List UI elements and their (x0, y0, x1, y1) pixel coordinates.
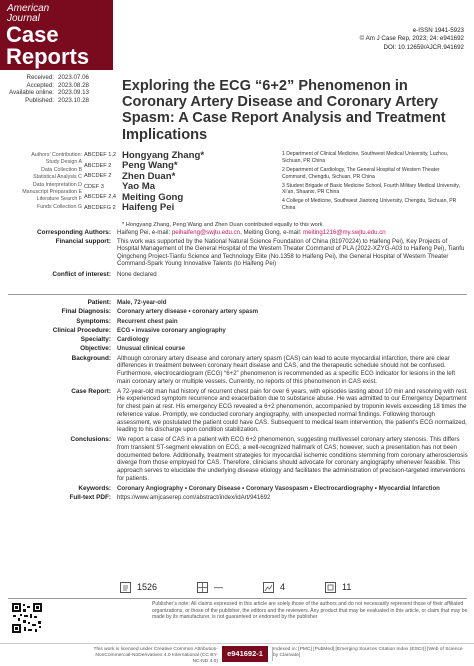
author-contrib: CDEF 3 (84, 183, 104, 190)
author-contrib: ABCDEF 2 (84, 162, 112, 169)
date-row (8, 89, 118, 97)
keywords-label: Keywords: (78, 484, 111, 492)
date-label: Published: (25, 97, 54, 105)
affiliation: 1 Department of Clinical Medicine, Southwest Medical University, Luzhou, Sichuan, PR China (282, 151, 449, 164)
affiliations (282, 151, 464, 214)
date-row (8, 97, 118, 105)
author-row (84, 192, 274, 203)
date-value: 2023.08.28 (58, 81, 89, 89)
objective-row (0, 345, 470, 353)
stat-references (325, 582, 351, 593)
patient-value: Male, 72-year-old (117, 299, 167, 306)
author-contrib: ABCDEF 2,4 (84, 194, 117, 201)
stat-tables (197, 582, 223, 593)
final-diagnosis-value: Coronary artery disease • coronary artery spasm (117, 308, 259, 316)
affiliation: 2 Department of Cardiology, The General Hospital of Western Theater Command, Chengdu, Sichuan, PR China (282, 166, 440, 180)
author-row (84, 182, 274, 193)
background-text: Although coronary artery disease and coronary artery spasm (CAS) can lead to acute myocardial infarction, there are clear differences in treatment between coronary heart disease and CAS, and the therapeutic schedule should not be confused. Furthermore, electrocardiogram (ECG) “6+2” phenomenon is recommended as a specific ECG indicator for lesions in the left main coronary artery or multiple vessels. Currently, no reports of this phenomenon in CAS exist. (117, 354, 456, 385)
article-dates (8, 74, 118, 105)
author-row (84, 150, 274, 161)
document-icon (120, 582, 131, 593)
legend-item: Authors’ Contribution: (31, 152, 82, 158)
reference-count: 11 (342, 582, 352, 592)
conflict-label: Conflict of interest: (52, 270, 111, 278)
date-label: Received: (26, 74, 54, 81)
symptoms-label: Symptoms: (76, 317, 111, 325)
case-report-row (0, 388, 470, 435)
legend-item: Statistical Analysis C (33, 174, 82, 181)
objective-label: Objective: (80, 345, 111, 353)
date-value: 2023.07.06 (58, 74, 89, 81)
affiliation: 3 Student Brigade of Basic Medicine School, Fourth Military Medical University, Xi’an, Shaanxi, PR China (282, 182, 460, 196)
corresponding-value (117, 229, 470, 237)
corresponding-label: Corresponding Authors: (37, 229, 111, 236)
legend-item: Manuscript Preparation E (22, 189, 82, 196)
word-count: 1526 (137, 582, 158, 592)
final-diagnosis-label: Final Diagnosis: (61, 308, 111, 316)
author-name: Haifeng Pei (122, 202, 175, 214)
doi: DOI: 10.12659/AJCR.941692 (383, 43, 464, 51)
conclusions-text: We report a case of CAS in a patient with ECG 6+2 phenomenon, suggesting multivessel coronary artery stenosis. This differs from transient ST-segment elevation on ECG, a well-recognized hallmark of CAS; however, such a presentation has not been documented before. Additionally, treatment strategies for myocardial ischemic conditions stemming from coronary atherosclerosis diverge from those employed for CAS. Therefore, clinicians should advocate for coronary angiography whenever feasible. This approach serves to elucidate the underlying disease etiology and facilitates the administration of precision-targeted interventions for patients. (117, 436, 468, 482)
keywords-row (0, 485, 470, 493)
journal-logo (0, 0, 113, 70)
corresponding-middle: , Meiting Gong, e-mail: (240, 229, 304, 236)
logo-line-2: Journal (7, 13, 40, 24)
legend-item: Study Design A (45, 159, 82, 166)
eissn: e-ISSN 1941-5923 (412, 27, 464, 34)
specialty-row (0, 336, 470, 344)
financial-row (0, 238, 470, 268)
article-stats (120, 576, 460, 598)
email-link-1[interactable]: peihaifeng@swjtu.edu.cn (171, 229, 241, 236)
license-text: This work is licensed under Creative Common Attribution-NonCommercial-NoDerivatives 4.0 International (CC BY-NC-ND 4.0) (93, 647, 218, 665)
specialty-value: Cardiology (117, 336, 149, 344)
citation: © Am J Case Rep, 2023; 24: e941692 (359, 35, 464, 43)
financial-label: Financial support: (55, 237, 111, 245)
author-row (84, 203, 274, 214)
date-label: Accepted: (26, 81, 54, 89)
table-icon (197, 582, 208, 593)
specialty-label: Specialty: (80, 336, 111, 344)
case-report-text: A 72-year-old man had history of recurrent chest pain for over 6 years, with episodes lasting about 10 min and resolving with rest. He experienced symptom recurrence and exacerbation due to substance abuse. He was admitted to our Emergency Department for chest pain at rest. His emergency ECG revealed a 6+2 phenomenon, accompanied by troponin levels exceeding 18 times the reference value. Promptly, we conducted coronary angiography, with unexpected normal findings. Following thorough assessment, we postulated the patient could have CAS. Subsequent to medical team intervention, the patient’s ECG normalized, leading to his discharge upon condition stabilization. (117, 387, 468, 434)
keywords-value: Coronary Angiography • Coronary Disease • Coronary Vasospasm • Electrocardiography • Myocardial Infarction (117, 484, 440, 492)
article-identifiers (360, 27, 464, 52)
final-diagnosis-row (0, 308, 470, 316)
contributions-legend (8, 152, 82, 211)
date-value: 2023.10.28 (58, 97, 89, 105)
table-count: — (214, 582, 224, 592)
legend-item: Data Interpretation D (32, 181, 82, 188)
background-label: Background: (71, 354, 111, 362)
date-label: Available online: (9, 89, 54, 97)
clinical-procedure-row (0, 327, 470, 335)
fulltext-link[interactable]: https://www.amjcaserep.com/abstract/index/idArt/941692 (117, 493, 271, 501)
clinical-procedure-value: ECG • invasive coronary angiography (117, 326, 226, 334)
fulltext-label: Full-text PDF: (69, 493, 111, 501)
symptoms-value: Recurrent chest pain (117, 317, 178, 325)
clinical-procedure-label: Clinical Procedure: (52, 326, 111, 334)
author-contrib: ABCDEF 2 (84, 173, 112, 180)
conflict-row (0, 271, 470, 279)
conflict-text: None declared (117, 270, 157, 278)
author-name: Yao Ma (122, 181, 156, 193)
corresponding-row (0, 229, 470, 237)
logo-line-3: Case (6, 22, 59, 47)
logo-line-1: American (7, 3, 50, 14)
author-contrib: ABCDEF 1,2 (84, 152, 117, 159)
references-icon (325, 582, 336, 593)
date-row (8, 74, 118, 82)
date-value: 2023.09.13 (58, 89, 89, 97)
logo-line-4: Reports (6, 44, 90, 69)
page-number: e941692-1 (222, 646, 268, 662)
figure-icon (263, 582, 274, 593)
author-row (84, 161, 274, 172)
figure-count: 4 (280, 582, 286, 592)
author-name: Peng Wang* (122, 160, 178, 172)
article-title: Exploring the ECG “6+2” Phenomenon in Coronary Artery Disease and Coronary Artery Spasm: A Case Report Analysis and Treatment Implications (122, 78, 446, 143)
case-report-label: Case Report: (71, 387, 111, 395)
author-name: Hongyang Zhang* (122, 149, 205, 161)
symptoms-row (0, 318, 470, 326)
financial-text: This work was supported by the National Natural Science Foundation of China (81970224) to Haifeng Pei), Key Projects of Hospital Management of the General Hospital of the Western Theater Command of PLA (2022-XZYG-A03 to Haifeng Pei), Tianfu Qingcheng Project-Tianfu Science and Technology Elite (No.1358 to Haifeng Pei), the General Hospital of Western Theater Command-Spark Young Innovative Talents (to Haifeng Pei) (117, 237, 465, 268)
case-summary (0, 299, 470, 503)
author-row (84, 171, 274, 182)
conclusions-label: Conclusions: (70, 436, 111, 444)
patient-label: Patient: (87, 299, 111, 306)
author-contrib: ABCDEFG 2 (84, 204, 116, 211)
email-link-2[interactable]: meiting1216@my.swjtu.edu.cn (303, 229, 386, 236)
corresponding-prefix: Haifeng Pei, e-mail: (117, 229, 172, 236)
legend-item: Data Collection B (41, 166, 82, 173)
conclusions-row (0, 436, 470, 483)
legend-item: Literature Search F (36, 196, 82, 203)
background-row (0, 355, 470, 386)
fulltext-row (0, 494, 470, 502)
qr-code-icon[interactable] (11, 602, 43, 634)
page-footer (0, 643, 474, 665)
objective-value: Unusual clinical course (117, 345, 186, 353)
affiliation: 4 College of Medicine, Southwest Jiaotong University, Chengdu, Sichuan, PR China (282, 198, 457, 212)
author-list (84, 150, 274, 213)
stat-words (120, 582, 157, 593)
legend-item: Funds Collection G (36, 203, 82, 210)
author-name: Meiting Gong (122, 191, 184, 203)
indexing-text: Indexed in: [PMC] [PubMed] [Emerging Sources Citation Index (ESCI)] [Web of Science by Clarivate] (273, 647, 463, 659)
author-name: Zhen Duan* (122, 170, 176, 182)
divider (8, 598, 467, 599)
divider (8, 294, 467, 295)
correspondence-block (0, 229, 470, 279)
date-row (8, 82, 118, 90)
publisher-note: Publisher’s note: All claims expressed in this article are solely those of the authors and do not necessarily represent those of their affiliated organizations, or those of the publisher, the editors and the reviewers. Any product that may be evaluated in this article, or claim that may be made by its manufacturer, is not guaranteed or endorsed by the publisher (152, 601, 468, 620)
stat-figures (263, 582, 285, 593)
patient-row (0, 299, 470, 307)
equal-contribution-note: * Hongyang Zhang, Peng Wang and Zhen Duan contributed equally to this work (122, 222, 323, 228)
